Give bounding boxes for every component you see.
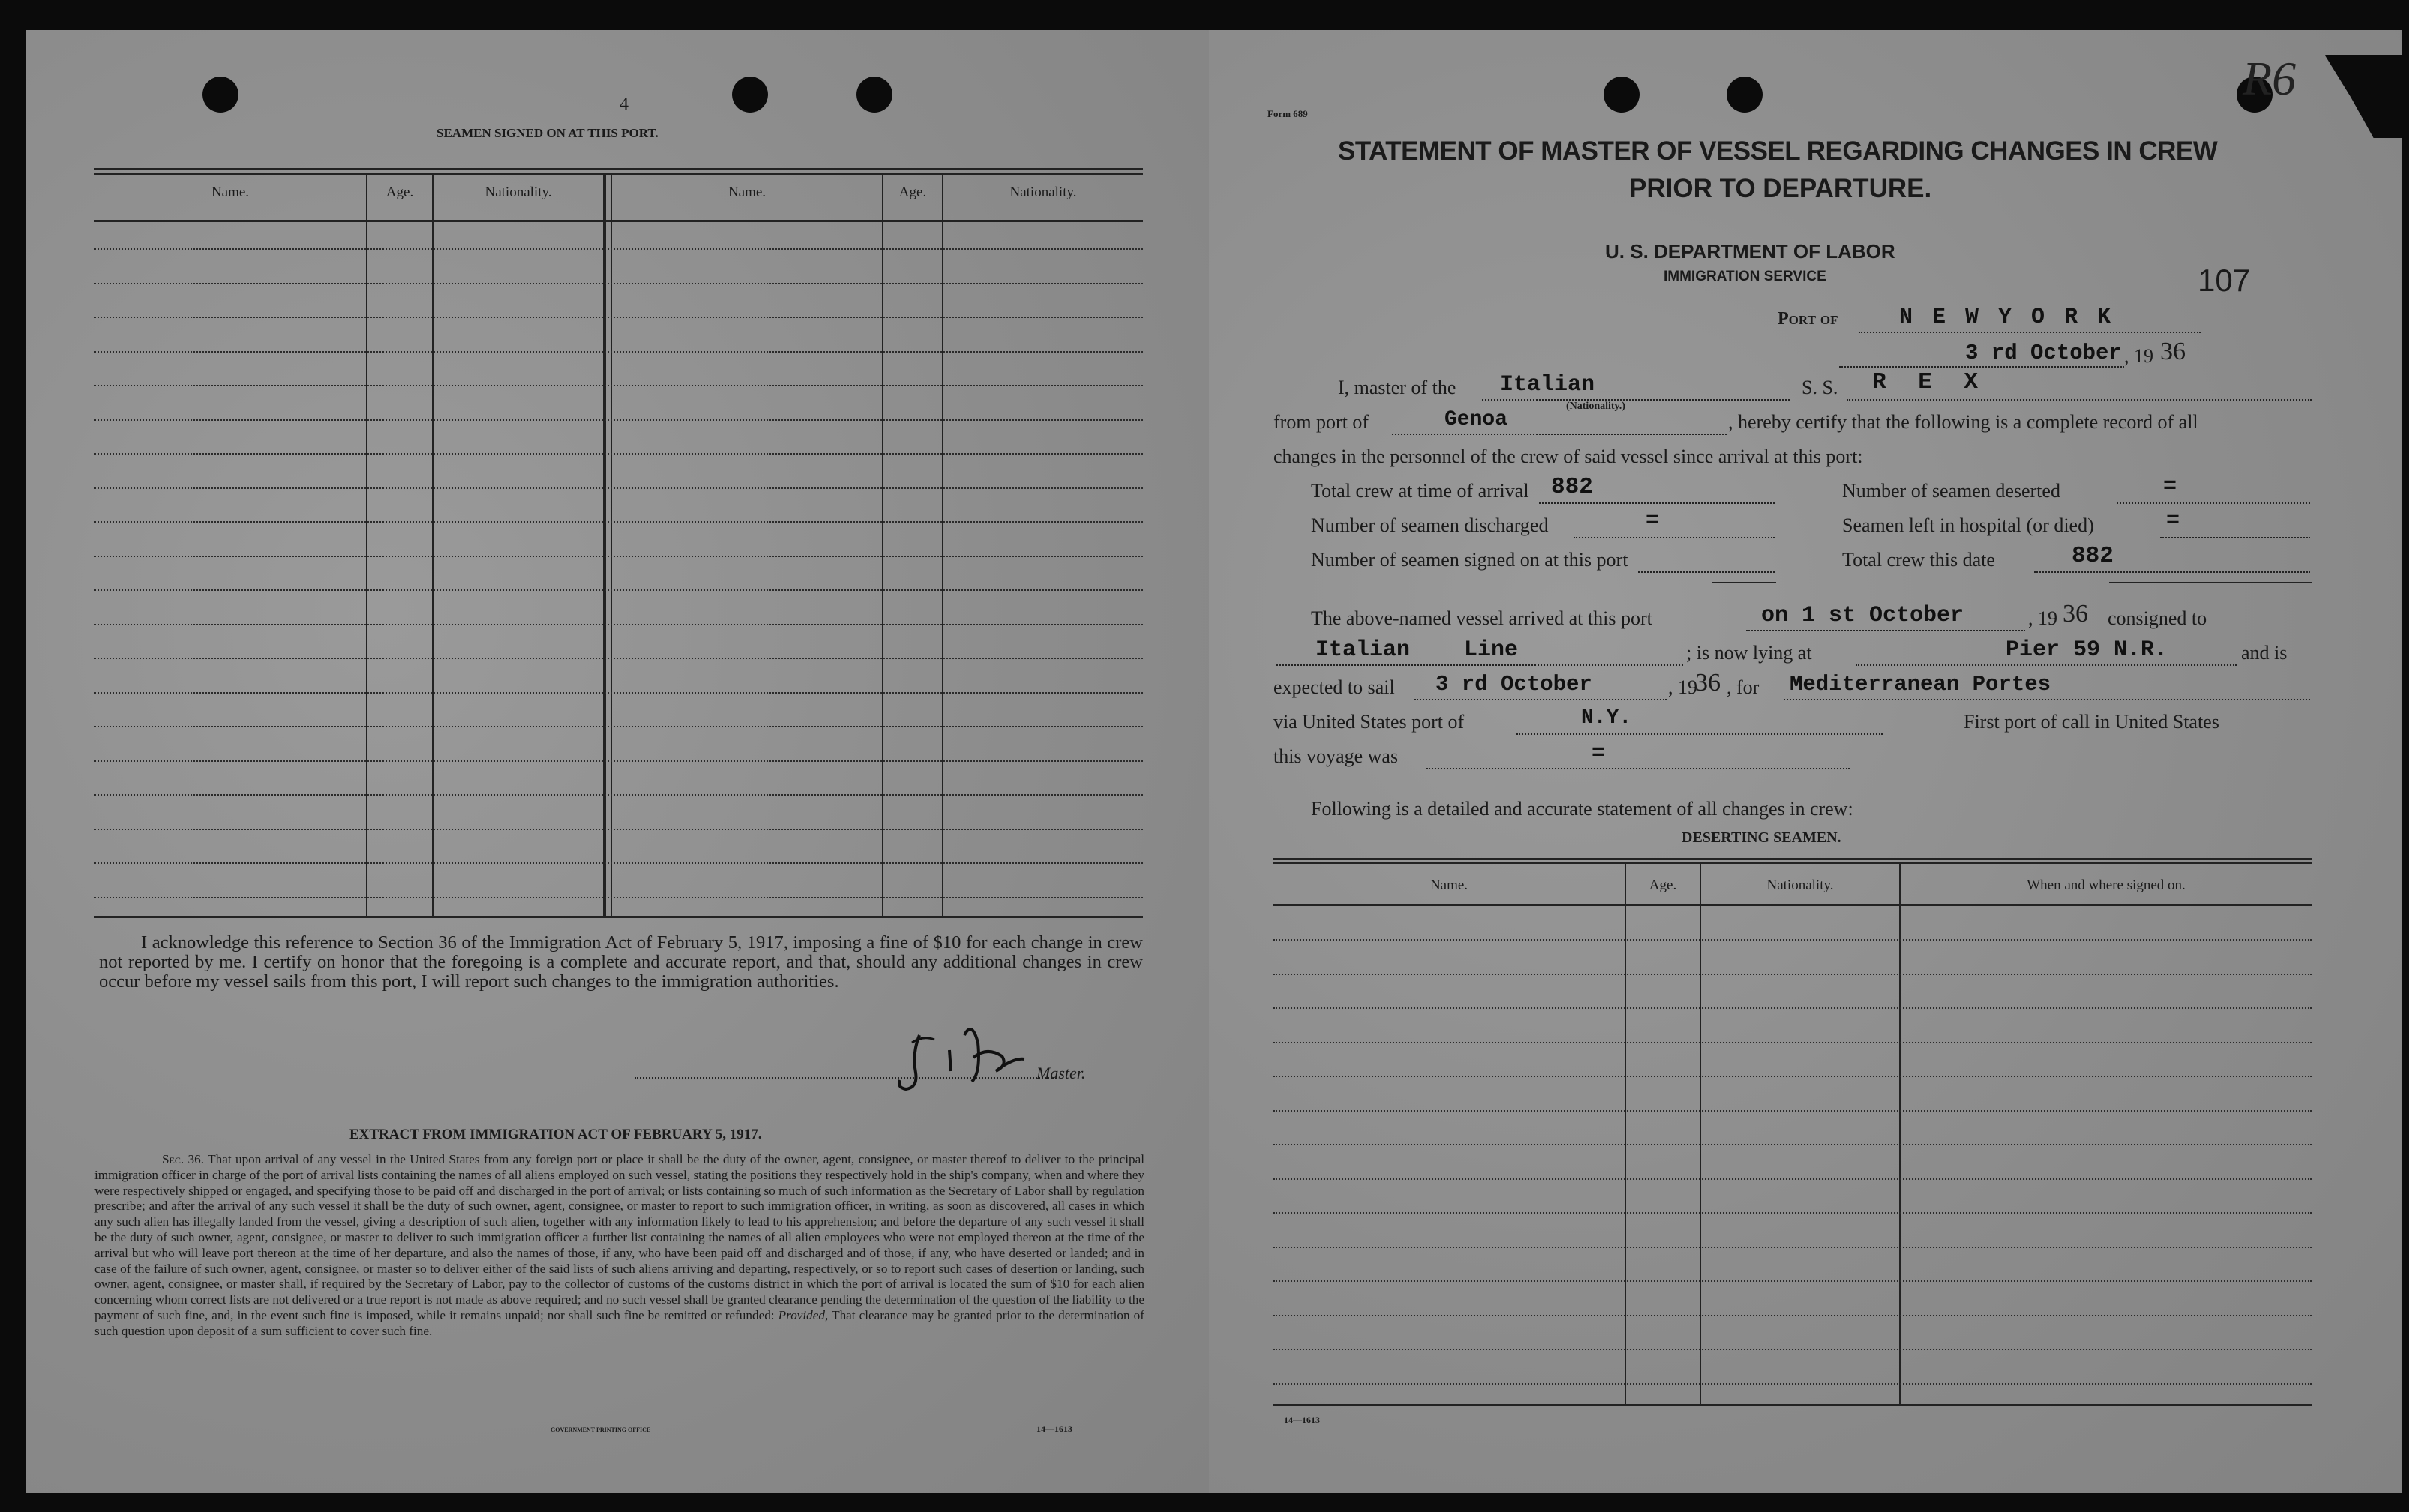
port-label: Port of [1778,309,1838,328]
via-label: via United States port of [1274,711,1465,733]
extract-section-label: Sec. 36. [162,1152,205,1166]
table-row [94,248,1143,250]
column-header-age: Age. [898,184,927,200]
arrived-year-prefix: , 19 [2028,608,2057,629]
table-row [1274,1315,2312,1316]
table-row [94,316,1143,318]
section-title: SEAMEN SIGNED ON AT THIS PORT. [436,126,658,140]
table-row [94,862,1143,864]
arrived-value: on 1 st October [1761,603,1964,628]
leader [1414,699,1666,700]
table-row [94,419,1143,421]
extract-proviso-label: Provided, [778,1307,829,1322]
port-leader [1858,332,2200,333]
discharged-label: Number of seamen discharged [1311,514,1549,536]
table-row [1274,1110,2312,1112]
leader [2160,537,2310,538]
sail-year: 36 [1695,669,1720,697]
nationality-value: Italian [1500,372,1595,398]
table-row [1274,1076,2312,1077]
table-top-rule [94,168,1143,170]
and-is-label: and is [2241,642,2288,664]
table-row [1274,1042,2312,1043]
deserting-header-rule [1274,904,2312,906]
table-row [1274,1144,2312,1145]
from-port-leader [1392,434,1726,435]
date-value: 3 rd October [1965,340,2122,365]
sail-year-prefix: , 19 [1668,676,1697,698]
consignee-value: Italian Line [1316,638,1519,663]
table-row [94,624,1143,626]
table-row [94,829,1143,830]
via-value: N.Y. [1581,706,1632,730]
table-row [1274,1348,2312,1350]
leader [1784,699,2310,700]
column-divider [882,173,884,917]
from-port-value: Genoa [1444,408,1508,431]
right-page [1209,30,2402,1492]
form-title-line2: PRIOR TO DEPARTURE. [1629,174,1932,203]
discharged-value: = [1646,508,1660,534]
column-divider [603,173,606,917]
table-row [1274,1212,2312,1214]
deserting-top-rule [1274,862,2312,864]
table-row [94,453,1143,454]
hospital-label: Seamen left in hospital (or died) [1842,514,2094,536]
following-text: Following is a detailed and accurate statement of all changes in crew: [1311,798,1853,820]
punch-hole [856,76,892,112]
signed-on-label: Number of seamen signed on at this port [1311,549,1628,571]
deserting-header-age: Age. [1648,878,1677,893]
table-bottom-rule [94,916,1143,918]
extract-text: That upon arrival of any vessel in the United States from any foreign port or place it shall be the duty of the owner, agent, consignee, or master thereof to deliver to the principal immigration officer in charge of the port of arrival lists containing the names of all aliens employed on such vessel, stating the positions they respectively hold in the ship's company, when and where they were respectively shipped or engaged, and specifying those to be paid off and discharged in the port of arrival; or lists containing so much of such information as the Secretary of Labor shall by regulation prescribe; and after the arrival of any such vessel it shall be the duty of such owner, agent, consignee, or master to report to such immigration officer, in writing, as soon as discovered, all cases in which any such alien has illegally landed from the vessel, giving a description of such alien, together with any information likely to lead to his apprehension; and before the departure of any such vessel it shall be the duty of such owner, agent, consignee, or master to deliver to such immigration officer a further list containing the names of all alien employees who were not employed thereon at the time of the arrival but who will leave port thereon at the time of her departure, and also the names of those, if any, who have been paid off and discharged and of those, if any, who have deserted or landed; and in case of the failure of such owner, agent, consignee, or master so to deliver either of the said lists of such aliens arriving and departing, respectively, or so to report such cases of desertion or landing, such owner, agent, consignee, or master shall, if required by the Secretary of Labor, pay to the collector of customs of the customs district in which the port of arrival is located the sum of $10 for each alien concerning whom correct lists are not delivered or a true report is not made as above required; and no such vessel shall be granted clearance pending the determination of the question of the liability to the payment of such fine, and, in the event such fine is imposed, while it remains unpaid; nor shall such fine be remitted or refunded: [94,1152,1144,1322]
lying-label: ; is now lying at [1686,642,1812,664]
leader [1539,502,1774,504]
arrived-year: 36 [2062,600,2088,628]
first-port-label: First port of call in United States [1964,711,2219,733]
consigned-label: consigned to [2108,608,2207,629]
column-divider [432,173,434,917]
destination-value: Mediterranean Portes [1790,672,2051,697]
stats-bottom-rule [1712,582,1776,584]
leader [1856,664,2236,666]
leader [2116,502,2310,504]
leader [1746,630,2025,632]
table-row [94,283,1143,284]
leader [1426,768,1850,770]
deserted-value: = [2163,474,2177,500]
page-number: 4 [620,94,628,114]
punch-hole [1604,76,1640,112]
punch-hole [1726,76,1762,112]
column-header-nationality: Nationality. [484,184,552,200]
total-crew-arrival-value: 882 [1551,474,1593,500]
voyage-label: this voyage was [1274,746,1399,767]
header-bottom-rule [94,220,1143,222]
leader [1638,572,1774,573]
column-divider [942,173,944,917]
nationality-caption: (Nationality.) [1566,400,1625,412]
form-code: 14—1613 [1284,1414,1320,1425]
deserting-header-signed-on: When and where signed on. [2026,878,2186,893]
extract-body [94,1152,1144,1340]
sail-date-value: 3 rd October [1436,672,1592,697]
stats-bottom-rule [2109,582,2312,584]
deserting-title: DESERTING SEAMEN. [1682,830,1841,846]
ship-leader [1846,399,2312,400]
table-row [94,897,1143,898]
column-header-age: Age. [386,184,414,200]
deserting-header-nationality: Nationality. [1766,878,1834,893]
table-row [94,726,1143,728]
column-header-name: Name. [211,184,250,200]
sheet-number: 107 [2198,262,2251,298]
acknowledgement-text: I acknowledge this reference to Section 36 of the Immigration Act of February 5, 1917, imposing a fine of $10 for each change in crew not reported by me. I certify on honor that the foregoing is a complete and accurate report, and that, should any additional changes in crew occur before my vessel sails from this port, I will report such changes to the immigration authorities. [99,932,1143,992]
service-name: IMMIGRATION SERVICE [1664,268,1826,284]
table-row [94,590,1143,591]
table-row [1274,1246,2312,1248]
date-year-prefix: , 19 [2124,345,2153,367]
pier-value: Pier 59 N.R. [2006,638,2168,663]
form-label: Form 689 [1268,108,1308,119]
column-divider [1700,862,1701,1404]
table-row [1274,939,2312,940]
for-label: , for [1726,676,1760,698]
deserted-label: Number of seamen deserted [1842,480,2060,502]
nationality-leader [1482,399,1790,400]
table-row [1274,1178,2312,1180]
expected-label: expected to sail [1274,676,1395,698]
column-header-nationality: Nationality. [1010,184,1077,200]
total-crew-arrival-label: Total crew at time of arrival [1311,480,1529,502]
column-divider [366,173,368,917]
master-of-label: I, master of the [1338,376,1456,398]
table-row [94,385,1143,386]
table-row [94,556,1143,557]
column-divider [1899,862,1900,1404]
hospital-value: = [2166,508,2180,534]
punch-hole [732,76,768,112]
voyage-value: = [1592,741,1606,766]
extract-proviso-text: That clearance may be granted prior to the determination of such question upon deposit of a sum sufficient to cover such fine. [94,1307,1144,1338]
changes-text: changes in the personnel of the crew of said vessel since arrival at this port: [1274,446,1863,467]
from-port-label: from port of [1274,411,1370,433]
leader [1516,734,1882,735]
left-page [26,30,1214,1492]
date-year: 36 [2160,338,2186,365]
table-row [94,351,1143,352]
table-row [1274,1280,2312,1282]
table-row [94,794,1143,796]
extract-title: EXTRACT FROM IMMIGRATION ACT OF FEBRUARY 5, 1917. [350,1126,762,1142]
arrived-label: The above-named vessel arrived at this port [1311,608,1652,629]
total-crew-date-value: 882 [2072,543,2114,569]
leader [1276,664,1683,666]
leader [2034,572,2310,573]
table-row [94,692,1143,694]
form-code: 14—1613 [1036,1424,1072,1434]
printer-note: GOVERNMENT PRINTING OFFICE [550,1426,651,1433]
table-row [94,488,1143,489]
total-crew-date-label: Total crew this date [1842,549,1995,571]
table-row [1274,1383,2312,1384]
ss-label: S. S. [1802,376,1838,398]
certify-text: , hereby certify that the following is a complete record of all [1728,411,2198,433]
table-row [94,521,1143,523]
table-row [94,658,1143,659]
deserting-header-name: Name. [1430,878,1468,893]
handwritten-corner-mark: R6 [2242,52,2296,105]
date-leader [1839,366,2124,368]
leader [1574,537,1774,538]
punch-hole [202,76,238,112]
table-top-rule [94,173,1143,175]
table-row [94,760,1143,762]
port-value: N E W Y O R K [1899,304,2114,330]
form-title-line1: STATEMENT OF MASTER OF VESSEL REGARDING CHANGES IN CREW [1338,136,2218,166]
ship-value: R E X [1872,369,1988,395]
table-row [1274,974,2312,975]
column-header-name: Name. [728,184,766,200]
column-divider [610,173,612,917]
deserting-bottom-rule [1274,1404,2312,1406]
table-row [1274,1007,2312,1009]
master-label: Master. [1036,1064,1086,1082]
column-divider [1624,862,1626,1404]
deserting-top-rule [1274,858,2312,860]
department-name: U. S. DEPARTMENT OF LABOR [1605,240,1895,262]
